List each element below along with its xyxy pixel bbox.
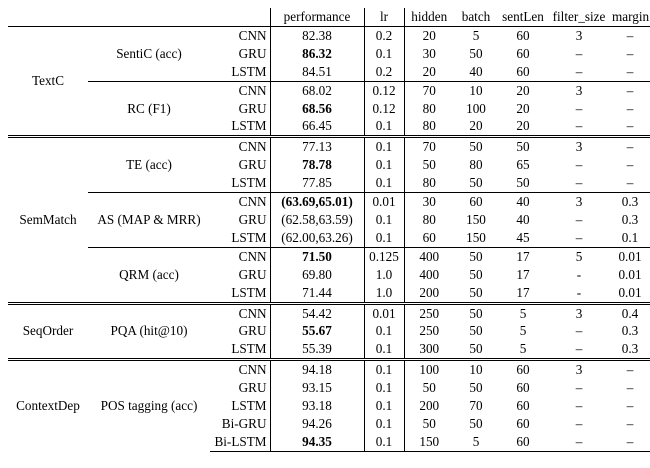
cell-performance: (63.69,65.01) [270, 193, 364, 211]
cell-lr: 0.1 [364, 117, 404, 136]
model-name: GRU [210, 266, 270, 284]
task-label: SentiC (acc) [88, 26, 210, 81]
task-label: POS tagging (acc) [88, 360, 210, 452]
cell-hidden: 400 [419, 266, 440, 282]
cell-batch: 50 [469, 380, 483, 396]
cell-hidden: 200 [419, 398, 440, 414]
cell-sentlen: 50 [498, 137, 548, 156]
cell-filter-size: – [575, 63, 583, 79]
model-name: GRU [210, 156, 270, 174]
cell-filter-size: – [575, 211, 583, 227]
cell-batch: 80 [469, 157, 483, 173]
cell-hidden: 80 [422, 118, 436, 134]
cell-hidden: 30 [422, 45, 436, 61]
cell-performance: (62.00,63.26) [270, 229, 364, 247]
model-name: CNN [210, 247, 270, 265]
cell-performance: 71.50 [270, 247, 364, 265]
model-name: CNN [210, 137, 270, 156]
task-label: RC (F1) [88, 81, 210, 137]
cell-hidden: 20 [422, 63, 436, 79]
cell-filter-size: - [576, 284, 582, 300]
cell-batch: 50 [469, 45, 483, 61]
task-label: QRM (acc) [88, 247, 210, 303]
cell-performance: 82.38 [270, 26, 364, 44]
cell-sentlen: 17 [498, 247, 548, 265]
cell-hidden: 300 [419, 341, 440, 357]
cell-filter-size: – [575, 398, 583, 414]
cell-filter-size: – [575, 415, 583, 431]
cell-lr: 1.0 [364, 284, 404, 303]
cell-hidden: 20 [404, 26, 454, 44]
cell-lr: 0.01 [364, 303, 404, 322]
cell-batch: 150 [466, 229, 486, 245]
table-row [8, 81, 650, 99]
cell-sentlen: 50 [516, 175, 530, 191]
cell-margin: 0.3 [621, 211, 639, 227]
cell-hidden: 50 [422, 415, 436, 431]
header-row [8, 8, 650, 26]
header-sentlen: sentLen [498, 8, 548, 26]
header-performance: performance [270, 8, 364, 26]
cell-batch: 10 [454, 360, 498, 379]
group-label: SemMatch [8, 137, 88, 303]
cell-margin: 0.01 [618, 284, 642, 300]
cell-filter-size: – [575, 341, 583, 357]
cell-margin: – [626, 100, 634, 116]
cell-filter-size: 5 [548, 247, 610, 265]
cell-sentlen: 40 [516, 211, 530, 227]
cell-sentlen: 60 [516, 398, 530, 414]
cell-filter-size: – [548, 433, 610, 451]
header-empty-1 [8, 8, 88, 26]
cell-performance: 78.78 [270, 156, 364, 174]
cell-sentlen: 5 [519, 323, 527, 339]
cell-lr: 0.2 [364, 63, 404, 81]
table-row [8, 247, 650, 265]
header-empty-2 [88, 8, 210, 26]
header-hidden: hidden [404, 8, 454, 26]
cell-sentlen: 20 [498, 81, 548, 99]
cell-batch: 5 [454, 26, 498, 44]
task-label: PQA (hit@10) [88, 303, 210, 360]
model-name: GRU [210, 45, 270, 63]
table-row [8, 360, 650, 379]
model-name: LSTM [210, 229, 270, 247]
model-name: LSTM [210, 117, 270, 136]
cell-sentlen: 20 [516, 100, 530, 116]
cell-lr: 1.0 [364, 266, 404, 284]
cell-margin: 0.1 [621, 229, 639, 245]
cell-filter-size: 3 [548, 137, 610, 156]
cell-batch: 100 [466, 100, 486, 116]
cell-performance: 55.39 [270, 340, 364, 359]
cell-filter-size: – [575, 100, 583, 116]
model-name: CNN [210, 303, 270, 322]
cell-batch: 50 [469, 323, 483, 339]
cell-hidden: 50 [422, 380, 436, 396]
cell-margin: 0.01 [610, 247, 650, 265]
cell-hidden: 150 [404, 433, 454, 451]
cell-performance: 84.51 [270, 63, 364, 81]
cell-filter-size: 3 [548, 303, 610, 322]
group-label: SeqOrder [8, 303, 88, 360]
model-name: GRU [210, 100, 270, 118]
cell-margin: – [626, 45, 634, 61]
cell-lr: 0.12 [364, 81, 404, 99]
cell-hidden: 80 [422, 211, 436, 227]
cell-margin: – [626, 380, 634, 396]
cell-lr: 0.1 [364, 415, 404, 433]
cell-sentlen: 60 [516, 45, 530, 61]
cell-margin: – [610, 81, 650, 99]
table-row [8, 193, 650, 211]
cell-margin: 0.01 [618, 266, 642, 282]
cell-sentlen: 60 [498, 26, 548, 44]
cell-lr: 0.1 [364, 45, 404, 63]
cell-margin: – [626, 175, 634, 191]
cell-hidden: 60 [422, 229, 436, 245]
cell-lr: 0.1 [364, 379, 404, 397]
cell-filter-size: – [575, 45, 583, 61]
cell-lr: 0.01 [364, 193, 404, 211]
cell-hidden: 50 [422, 157, 436, 173]
cell-batch: 40 [469, 63, 483, 79]
model-name: GRU [210, 322, 270, 340]
cell-performance: 77.13 [270, 137, 364, 156]
cell-lr: 0.125 [364, 247, 404, 265]
model-name: CNN [210, 193, 270, 211]
cell-performance: 77.85 [270, 174, 364, 192]
cell-hidden: 250 [404, 303, 454, 322]
cell-filter-size: 3 [548, 26, 610, 44]
cell-sentlen: 5 [519, 341, 527, 357]
cell-margin: – [626, 63, 634, 79]
cell-filter-size: – [575, 175, 583, 191]
cell-lr: 0.1 [364, 211, 404, 229]
cell-filter-size: 3 [548, 81, 610, 99]
model-name: LSTM [210, 174, 270, 192]
cell-margin: 0.4 [610, 303, 650, 322]
cell-performance: 55.67 [270, 322, 364, 340]
cell-performance: 93.15 [270, 379, 364, 397]
cell-sentlen: 60 [498, 360, 548, 379]
cell-sentlen: 60 [516, 380, 530, 396]
cell-lr: 0.1 [364, 397, 404, 415]
cell-lr: 0.1 [364, 137, 404, 156]
cell-batch: 70 [469, 398, 483, 414]
cell-margin: – [626, 157, 634, 173]
cell-batch: 10 [454, 81, 498, 99]
cell-filter-size: – [575, 380, 583, 396]
cell-sentlen: 17 [516, 266, 530, 282]
cell-margin: – [610, 137, 650, 156]
model-name: LSTM [210, 397, 270, 415]
cell-batch: 50 [454, 137, 498, 156]
cell-performance: 68.56 [270, 100, 364, 118]
cell-hidden: 80 [422, 175, 436, 191]
results-table-container [8, 8, 650, 452]
header-batch: batch [454, 8, 498, 26]
cell-hidden: 80 [422, 100, 436, 116]
model-name: LSTM [210, 284, 270, 303]
cell-margin: – [626, 118, 634, 134]
group-label: TextC [8, 26, 88, 136]
model-name: GRU [210, 211, 270, 229]
cell-sentlen: 60 [498, 433, 548, 451]
table-row [8, 303, 650, 322]
header-margin: margin [610, 8, 650, 26]
table-row [8, 26, 650, 44]
cell-margin: – [610, 360, 650, 379]
cell-sentlen: 17 [516, 284, 530, 300]
cell-batch: 50 [469, 284, 483, 300]
model-name: LSTM [210, 340, 270, 359]
cell-lr: 0.1 [364, 433, 404, 451]
cell-batch: 60 [454, 193, 498, 211]
cell-batch: 50 [469, 175, 483, 191]
cell-lr: 0.1 [364, 340, 404, 359]
cell-margin: 0.3 [621, 341, 639, 357]
cell-hidden: 30 [404, 193, 454, 211]
cell-batch: 50 [469, 266, 483, 282]
cell-hidden: 250 [419, 323, 440, 339]
cell-hidden: 100 [404, 360, 454, 379]
group-label: ContextDep [8, 360, 88, 452]
cell-performance: 66.45 [270, 117, 364, 136]
cell-batch: 50 [454, 303, 498, 322]
cell-lr: 0.2 [364, 26, 404, 44]
cell-lr: 0.1 [364, 322, 404, 340]
cell-performance: 94.26 [270, 415, 364, 433]
cell-batch: 150 [466, 211, 486, 227]
cell-margin: 0.3 [621, 323, 639, 339]
cell-filter-size: – [575, 323, 583, 339]
cell-sentlen: 45 [516, 229, 530, 245]
cell-filter-size: 3 [548, 360, 610, 379]
cell-performance: 71.44 [270, 284, 364, 303]
cell-lr: 0.1 [364, 360, 404, 379]
model-name: CNN [210, 26, 270, 44]
cell-performance: 94.35 [270, 433, 364, 451]
cell-margin: 0.3 [610, 193, 650, 211]
cell-lr: 0.1 [364, 229, 404, 247]
table-body [8, 26, 650, 451]
task-label: TE (acc) [88, 137, 210, 193]
table-row [8, 137, 650, 156]
cell-performance: 86.32 [270, 45, 364, 63]
cell-filter-size: 3 [548, 193, 610, 211]
model-name: LSTM [210, 63, 270, 81]
cell-lr: 0.1 [364, 174, 404, 192]
cell-margin: – [610, 26, 650, 44]
cell-sentlen: 65 [516, 157, 530, 173]
cell-performance: 93.18 [270, 397, 364, 415]
cell-batch: 50 [454, 247, 498, 265]
cell-performance: 94.18 [270, 360, 364, 379]
hyperparameter-results-table [8, 8, 650, 452]
header-empty-3 [210, 8, 270, 26]
cell-filter-size: - [576, 266, 582, 282]
cell-batch: 50 [469, 415, 483, 431]
cell-sentlen: 20 [516, 118, 530, 134]
header-lr: lr [364, 8, 404, 26]
model-name: CNN [210, 360, 270, 379]
cell-performance: 69.80 [270, 266, 364, 284]
header-filter-size: filter_size [548, 8, 610, 26]
cell-lr: 0.12 [364, 100, 404, 118]
cell-batch: 5 [454, 433, 498, 451]
cell-batch: 50 [469, 341, 483, 357]
cell-margin: – [626, 415, 634, 431]
cell-performance: 54.42 [270, 303, 364, 322]
cell-filter-size: – [575, 157, 583, 173]
task-label: AS (MAP & MRR) [88, 193, 210, 248]
cell-lr: 0.1 [364, 156, 404, 174]
cell-batch: 20 [469, 118, 483, 134]
cell-hidden: 200 [419, 284, 440, 300]
cell-sentlen: 60 [516, 63, 530, 79]
model-name: CNN [210, 81, 270, 99]
cell-filter-size: – [575, 118, 583, 134]
cell-margin: – [610, 433, 650, 451]
cell-margin: – [626, 398, 634, 414]
cell-hidden: 70 [404, 81, 454, 99]
model-name: GRU [210, 379, 270, 397]
cell-hidden: 400 [404, 247, 454, 265]
cell-hidden: 70 [404, 137, 454, 156]
model-name: Bi-LSTM [210, 433, 270, 451]
model-name: Bi-GRU [210, 415, 270, 433]
cell-sentlen: 60 [516, 415, 530, 431]
cell-sentlen: 40 [498, 193, 548, 211]
cell-performance: (62.58,63.59) [270, 211, 364, 229]
cell-sentlen: 5 [498, 303, 548, 322]
cell-filter-size: – [575, 229, 583, 245]
cell-performance: 68.02 [270, 81, 364, 99]
